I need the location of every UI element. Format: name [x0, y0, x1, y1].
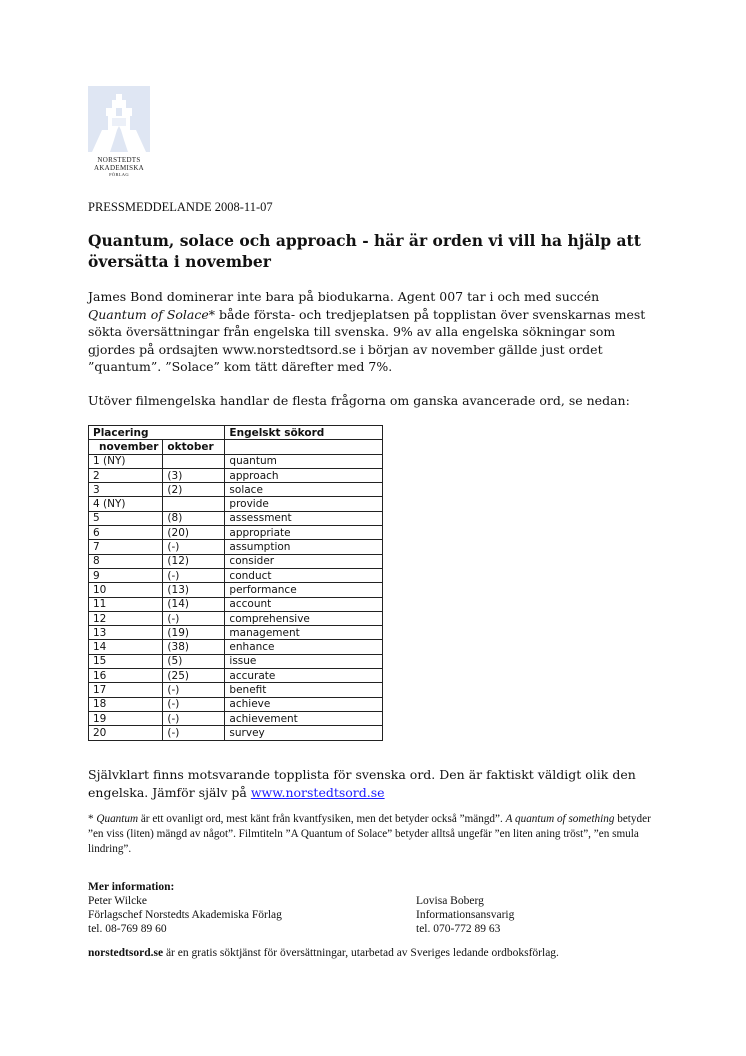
- cell-word: assumption: [225, 540, 383, 554]
- cell-word: accurate: [225, 669, 383, 683]
- ranking-table-body: [89, 454, 383, 740]
- contact-right: [416, 894, 514, 936]
- cell-oktober: (5): [163, 654, 225, 668]
- cell-oktober: [163, 454, 225, 468]
- table-row: [89, 554, 383, 568]
- cell-november: 5: [89, 511, 163, 525]
- page-title: Quantum, solace och approach - här är orden vi vill ha hjälp att översätta i november: [88, 231, 641, 271]
- footnote-text-1: är ett ovanligt ord, mest känt från kvantfysiken, men det betyder också ”mängd”.: [138, 813, 506, 825]
- logo-line-2: AKADEMISKA: [93, 164, 145, 172]
- contact-left-role: Förlagschef Norstedts Akademiska Förlag: [88, 909, 282, 921]
- cell-word: approach: [225, 468, 383, 482]
- table-row: [89, 726, 383, 740]
- publisher-logo: [88, 86, 150, 178]
- header-oktober: oktober: [163, 440, 225, 454]
- cell-november: 13: [89, 626, 163, 640]
- contact-right-phone: tel. 070-772 89 63: [416, 923, 501, 935]
- table-row: [89, 483, 383, 497]
- cell-oktober: (-): [163, 711, 225, 725]
- cathedral-logo-icon: [88, 86, 150, 152]
- cell-oktober: (13): [163, 583, 225, 597]
- header-sokord: Engelskt sökord: [225, 426, 383, 440]
- cell-oktober: (12): [163, 554, 225, 568]
- cell-oktober: (38): [163, 640, 225, 654]
- cell-november: 18: [89, 697, 163, 711]
- cell-november: 14: [89, 640, 163, 654]
- cell-november: 2: [89, 468, 163, 482]
- table-intro-paragraph: Utöver filmengelska handlar de flesta frågorna om ganska avancerade ord, se nedan:: [88, 393, 630, 408]
- cell-word: comprehensive: [225, 611, 383, 625]
- cell-oktober: (-): [163, 683, 225, 697]
- cell-oktober: (-): [163, 540, 225, 554]
- table-row: [89, 626, 383, 640]
- table-row: [89, 654, 383, 668]
- header-november: november: [89, 440, 163, 454]
- table-row: [89, 511, 383, 525]
- contact-right-name: Lovisa Boberg: [416, 895, 484, 907]
- cell-november: 9: [89, 568, 163, 582]
- footnote: [88, 812, 660, 857]
- cell-oktober: (-): [163, 726, 225, 740]
- contact-left: [88, 894, 282, 936]
- logo-line-3: FÖRLAG: [109, 172, 129, 177]
- intro-text-a: James Bond dominerar inte bara på biodukarna. Agent 007 tar i och med succén: [88, 289, 600, 304]
- table-subheader-row: [89, 440, 383, 454]
- table-row: [89, 669, 383, 683]
- cell-november: 19: [89, 711, 163, 725]
- swedish-list-paragraph: [88, 766, 660, 801]
- cell-oktober: [163, 497, 225, 511]
- contact-left-name: Peter Wilcke: [88, 895, 148, 907]
- press-release-date: PRESSMEDDELANDE 2008-11-07: [88, 200, 273, 214]
- cell-oktober: (19): [163, 626, 225, 640]
- cell-word: assessment: [225, 511, 383, 525]
- footer-brand: norstedtsord.se: [88, 947, 164, 959]
- cell-november: 6: [89, 526, 163, 540]
- cell-word: management: [225, 626, 383, 640]
- cell-november: 11: [89, 597, 163, 611]
- cell-oktober: (-): [163, 611, 225, 625]
- contact-heading: Mer information:: [88, 881, 175, 893]
- cell-oktober: (3): [163, 468, 225, 482]
- ranking-table: [88, 425, 383, 741]
- header-empty: [225, 440, 383, 454]
- intro-text-b: * både första- och tredjeplatsen på topplistan över svenskarnas mest sökta översättningar från engelska till svenska. 9% av alla engelska sökningar som gjordes på ordsajten www.norstedtsord.se i början av november gällde just ordet ”quantum”. ”Solace” kom tätt därefter med 7%.: [88, 306, 646, 374]
- cell-oktober: (25): [163, 669, 225, 683]
- footnote-star: *: [88, 813, 97, 825]
- cell-november: 1 (NY): [89, 454, 163, 468]
- cell-word: appropriate: [225, 526, 383, 540]
- footer-line: [88, 947, 559, 959]
- cell-november: 10: [89, 583, 163, 597]
- cell-oktober: (-): [163, 568, 225, 582]
- cell-word: survey: [225, 726, 383, 740]
- table-row: [89, 640, 383, 654]
- footer-text: är en gratis söktjänst för översättningar, utarbetad av Sveriges ledande ordboksförlag.: [163, 947, 559, 959]
- cell-november: 15: [89, 654, 163, 668]
- cell-word: enhance: [225, 640, 383, 654]
- table-row: [89, 583, 383, 597]
- contact-right-role: Informationsansvarig: [416, 909, 515, 921]
- cell-oktober: (14): [163, 597, 225, 611]
- intro-film-title: Quantum of Solace: [88, 306, 209, 322]
- cell-word: achieve: [225, 697, 383, 711]
- table-row: [89, 468, 383, 482]
- cell-november: 17: [89, 683, 163, 697]
- cell-word: conduct: [225, 568, 383, 582]
- cell-oktober: (-): [163, 697, 225, 711]
- cell-november: 16: [89, 669, 163, 683]
- table-row: [89, 497, 383, 511]
- table-header-row: [89, 426, 383, 440]
- cell-word: quantum: [225, 454, 383, 468]
- contact-left-phone: tel. 08-769 89 60: [88, 923, 167, 935]
- table-row: [89, 683, 383, 697]
- swedish-list-text: Självklart finns motsvarande topplista för svenska ord. Den är faktiskt väldigt olik den engelska. Jämför själv på: [88, 767, 636, 800]
- table-row: [89, 526, 383, 540]
- intro-paragraph: [88, 288, 660, 376]
- cell-november: 20: [89, 726, 163, 740]
- footnote-em-1: Quantum: [96, 813, 139, 825]
- cell-oktober: (8): [163, 511, 225, 525]
- cell-word: provide: [225, 497, 383, 511]
- table-row: [89, 697, 383, 711]
- cell-word: achievement: [225, 711, 383, 725]
- header-placering: Placering: [89, 426, 225, 440]
- cell-word: consider: [225, 554, 383, 568]
- table-row: [89, 568, 383, 582]
- table-row: [89, 454, 383, 468]
- cell-word: performance: [225, 583, 383, 597]
- logo-line-1: NORSTEDTS: [97, 156, 141, 164]
- cell-word: issue: [225, 654, 383, 668]
- cell-oktober: (20): [163, 526, 225, 540]
- cell-november: 8: [89, 554, 163, 568]
- table-row: [89, 711, 383, 725]
- norstedtsord-link[interactable]: www.norstedtsord.se: [250, 784, 385, 800]
- cell-november: 12: [89, 611, 163, 625]
- cell-november: 3: [89, 483, 163, 497]
- table-row: [89, 540, 383, 554]
- footnote-text-2: betyder ”en viss (liten) mängd av något”. Filmtiteln ”A Quantum of Solace” betyder alltså ungefär ”en liten aning tröst”, ”en smula lindring”.: [88, 813, 651, 855]
- cell-word: account: [225, 597, 383, 611]
- cell-oktober: (2): [163, 483, 225, 497]
- table-row: [89, 611, 383, 625]
- cell-november: 4 (NY): [89, 497, 163, 511]
- cell-word: solace: [225, 483, 383, 497]
- table-row: [89, 597, 383, 611]
- footnote-em-2: A quantum of something: [505, 813, 615, 825]
- cell-word: benefit: [225, 683, 383, 697]
- cell-november: 7: [89, 540, 163, 554]
